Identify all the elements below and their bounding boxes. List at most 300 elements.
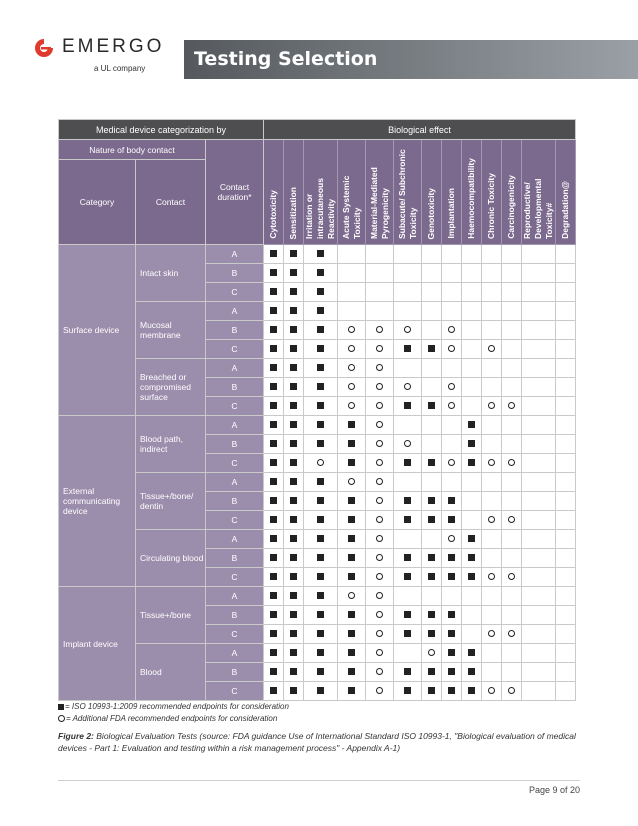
effect-cell (442, 663, 462, 682)
fda-endpoint-circle-icon (488, 516, 495, 523)
iso-endpoint-square-icon (270, 326, 277, 333)
iso-endpoint-square-icon (270, 649, 277, 656)
fda-endpoint-circle-icon (376, 668, 383, 675)
effect-cell (442, 530, 462, 549)
effect-cell (338, 245, 366, 264)
effect-cell (304, 245, 338, 264)
effect-cell (338, 302, 366, 321)
effect-cell (442, 492, 462, 511)
effect-header (442, 140, 462, 245)
effect-cell (338, 283, 366, 302)
iso-endpoint-square-icon (270, 573, 277, 580)
effect-cell (522, 492, 556, 511)
effect-cell (462, 302, 482, 321)
fda-endpoint-circle-icon (376, 535, 383, 542)
effect-header (502, 140, 522, 245)
effect-cell (502, 454, 522, 473)
effect-cell (482, 283, 502, 302)
table-row (59, 302, 576, 321)
iso-endpoint-square-icon (404, 611, 411, 618)
effect-cell (366, 283, 394, 302)
effect-cell (522, 606, 556, 625)
effect-cell (482, 568, 502, 587)
figure-caption (58, 730, 598, 754)
effect-cell (394, 568, 422, 587)
effect-cell (394, 264, 422, 283)
iso-endpoint-square-icon (270, 307, 277, 314)
effect-cell (556, 492, 576, 511)
iso-endpoint-square-icon (348, 630, 355, 637)
fda-endpoint-circle-icon (376, 459, 383, 466)
contact-cell: Circulating blood (136, 530, 206, 587)
fda-endpoint-circle-icon (376, 326, 383, 333)
fda-endpoint-circle-icon (348, 383, 355, 390)
effect-cell (462, 416, 482, 435)
effect-label: Material-Mediated Pyrogenicity (368, 167, 390, 239)
legend (58, 701, 289, 725)
effect-cell (482, 473, 502, 492)
effect-label: Cytotoxicity (268, 190, 278, 239)
effect-cell (442, 587, 462, 606)
effect-cell (264, 359, 284, 378)
effect-cell (482, 397, 502, 416)
effect-cell (264, 511, 284, 530)
effect-cell (304, 454, 338, 473)
effect-header (304, 140, 338, 245)
effect-cell (522, 644, 556, 663)
iso-endpoint-square-icon (348, 649, 355, 656)
effect-cell (462, 492, 482, 511)
effect-cell (338, 644, 366, 663)
contact-duration-header: Contact duration* (206, 140, 264, 245)
effect-cell (338, 549, 366, 568)
category-cell: Surface device (59, 245, 136, 416)
effect-cell (462, 568, 482, 587)
effect-cell (338, 397, 366, 416)
effect-cell (522, 511, 556, 530)
effect-cell (264, 606, 284, 625)
fda-endpoint-circle-icon (448, 535, 455, 542)
effect-cell (556, 264, 576, 283)
effect-cell (338, 340, 366, 359)
effect-cell (264, 454, 284, 473)
iso-endpoint-square-icon (404, 687, 411, 694)
fda-endpoint-circle-icon (376, 611, 383, 618)
effect-cell (502, 682, 522, 701)
fda-endpoint-circle-icon (508, 402, 515, 409)
fda-endpoint-circle-icon (348, 592, 355, 599)
iso-endpoint-square-icon (290, 250, 297, 257)
iso-endpoint-square-icon (448, 497, 455, 504)
effect-cell (366, 359, 394, 378)
iso-endpoint-square-icon (348, 535, 355, 542)
effect-cell (304, 663, 338, 682)
iso-endpoint-square-icon (317, 497, 324, 504)
iso-endpoint-square-icon (448, 630, 455, 637)
fda-endpoint-circle-icon (448, 459, 455, 466)
iso-endpoint-square-icon (317, 288, 324, 295)
iso-endpoint-square-icon (270, 497, 277, 504)
effect-cell (482, 549, 502, 568)
effect-cell (394, 492, 422, 511)
contact-cell: Tissue+/bone/ dentin (136, 473, 206, 530)
iso-endpoint-square-icon (270, 687, 277, 694)
title-bar (184, 40, 638, 79)
contact-header: Contact (136, 160, 206, 245)
effect-cell (366, 302, 394, 321)
effect-cell (394, 625, 422, 644)
effect-cell (338, 625, 366, 644)
effect-cell (556, 283, 576, 302)
category-cell: Implant device (59, 587, 136, 701)
effect-cell (284, 530, 304, 549)
effect-cell (442, 473, 462, 492)
effect-cell (394, 416, 422, 435)
effect-cell (338, 359, 366, 378)
effect-cell (442, 435, 462, 454)
iso-endpoint-square-icon (317, 421, 324, 428)
iso-endpoint-square-icon (290, 326, 297, 333)
effect-cell (522, 264, 556, 283)
effect-cell (304, 606, 338, 625)
iso-endpoint-square-icon (290, 269, 297, 276)
effect-cell (556, 435, 576, 454)
effect-cell (522, 397, 556, 416)
fda-endpoint-circle-icon (404, 326, 411, 333)
effect-cell (304, 682, 338, 701)
effect-cell (284, 663, 304, 682)
iso-endpoint-square-icon (270, 402, 277, 409)
category-cell: External communicating device (59, 416, 136, 587)
emergo-logo-mark-icon (34, 38, 54, 58)
filled-square-icon (58, 704, 64, 710)
iso-endpoint-square-icon (290, 516, 297, 523)
iso-endpoint-square-icon (317, 345, 324, 352)
iso-endpoint-square-icon (317, 535, 324, 542)
effect-cell (394, 587, 422, 606)
iso-endpoint-square-icon (428, 497, 435, 504)
fda-endpoint-circle-icon (488, 459, 495, 466)
iso-endpoint-square-icon (317, 402, 324, 409)
iso-endpoint-square-icon (317, 326, 324, 333)
iso-endpoint-square-icon (348, 440, 355, 447)
effect-cell (482, 416, 502, 435)
fda-endpoint-circle-icon (376, 421, 383, 428)
duration-cell: B (206, 663, 264, 682)
iso-endpoint-square-icon (290, 383, 297, 390)
effect-cell (462, 663, 482, 682)
iso-endpoint-square-icon (428, 402, 435, 409)
effect-cell (502, 568, 522, 587)
effect-cell (442, 416, 462, 435)
effect-label: Degradation@ (560, 181, 570, 239)
effect-cell (422, 321, 442, 340)
effect-cell (394, 321, 422, 340)
effect-cell (502, 416, 522, 435)
iso-endpoint-square-icon (270, 250, 277, 257)
effect-cell (284, 682, 304, 701)
iso-endpoint-square-icon (317, 383, 324, 390)
effect-cell (522, 587, 556, 606)
iso-endpoint-square-icon (448, 611, 455, 618)
legend-square-text: = ISO 10993-1:2009 recommended endpoints for consideration (65, 702, 289, 711)
iso-endpoint-square-icon (468, 687, 475, 694)
effect-cell (264, 321, 284, 340)
effect-cell (264, 587, 284, 606)
effect-cell (338, 473, 366, 492)
duration-cell: B (206, 321, 264, 340)
effect-header (462, 140, 482, 245)
effect-cell (304, 416, 338, 435)
effect-cell (394, 454, 422, 473)
fda-endpoint-circle-icon (488, 573, 495, 580)
fda-endpoint-circle-icon (376, 345, 383, 352)
effect-cell (522, 359, 556, 378)
effect-cell (366, 625, 394, 644)
iso-endpoint-square-icon (270, 630, 277, 637)
effect-cell (338, 435, 366, 454)
effect-header (338, 140, 366, 245)
legend-square-item (58, 701, 289, 713)
effect-cell (556, 378, 576, 397)
table-row (59, 416, 576, 435)
fda-endpoint-circle-icon (508, 459, 515, 466)
effect-cell (304, 644, 338, 663)
effect-cell (394, 378, 422, 397)
fda-endpoint-circle-icon (376, 630, 383, 637)
effect-cell (284, 245, 304, 264)
effect-cell (366, 511, 394, 530)
iso-endpoint-square-icon (348, 573, 355, 580)
effect-header (394, 140, 422, 245)
effect-cell (442, 302, 462, 321)
effect-cell (442, 264, 462, 283)
effect-cell (502, 321, 522, 340)
effect-cell (304, 435, 338, 454)
effect-cell (522, 340, 556, 359)
effect-cell (522, 663, 556, 682)
effect-cell (394, 682, 422, 701)
iso-endpoint-square-icon (404, 573, 411, 580)
effect-cell (264, 416, 284, 435)
effect-cell (522, 454, 556, 473)
effect-cell (394, 245, 422, 264)
iso-endpoint-square-icon (348, 668, 355, 675)
effect-cell (422, 397, 442, 416)
effect-cell (462, 549, 482, 568)
iso-endpoint-square-icon (270, 554, 277, 561)
biological-effect-table (58, 119, 576, 701)
effect-cell (502, 587, 522, 606)
effect-cell (304, 302, 338, 321)
effect-cell (522, 625, 556, 644)
effect-cell (522, 682, 556, 701)
effect-cell (522, 473, 556, 492)
effect-cell (422, 625, 442, 644)
effect-cell (442, 397, 462, 416)
iso-endpoint-square-icon (428, 573, 435, 580)
fda-endpoint-circle-icon (448, 383, 455, 390)
duration-cell: A (206, 416, 264, 435)
effect-cell (462, 321, 482, 340)
effect-cell (264, 568, 284, 587)
effect-cell (338, 587, 366, 606)
contact-cell: Blood path, indirect (136, 416, 206, 473)
iso-endpoint-square-icon (468, 554, 475, 561)
effect-cell (442, 283, 462, 302)
iso-endpoint-square-icon (404, 516, 411, 523)
effect-cell (366, 530, 394, 549)
fda-endpoint-circle-icon (376, 592, 383, 599)
iso-endpoint-square-icon (468, 459, 475, 466)
duration-cell: B (206, 378, 264, 397)
iso-endpoint-square-icon (404, 345, 411, 352)
effect-cell (556, 587, 576, 606)
iso-endpoint-square-icon (270, 668, 277, 675)
effect-cell (482, 625, 502, 644)
effect-cell (422, 606, 442, 625)
effect-cell (442, 625, 462, 644)
effect-cell (338, 530, 366, 549)
fda-endpoint-circle-icon (376, 649, 383, 656)
iso-endpoint-square-icon (290, 535, 297, 542)
iso-endpoint-square-icon (428, 554, 435, 561)
duration-cell: A (206, 473, 264, 492)
effect-cell (264, 378, 284, 397)
effect-cell (394, 644, 422, 663)
iso-endpoint-square-icon (270, 345, 277, 352)
effect-cell (442, 359, 462, 378)
iso-endpoint-square-icon (317, 307, 324, 314)
effect-cell (264, 682, 284, 701)
fda-endpoint-circle-icon (348, 326, 355, 333)
effect-cell (502, 511, 522, 530)
iso-endpoint-square-icon (468, 440, 475, 447)
effect-cell (394, 435, 422, 454)
fda-endpoint-circle-icon (448, 326, 455, 333)
iso-endpoint-square-icon (448, 668, 455, 675)
effect-header (422, 140, 442, 245)
iso-endpoint-square-icon (348, 687, 355, 694)
iso-endpoint-square-icon (404, 459, 411, 466)
duration-cell: A (206, 644, 264, 663)
effect-cell (394, 397, 422, 416)
effect-cell (284, 473, 304, 492)
effect-cell (264, 663, 284, 682)
fda-endpoint-circle-icon (348, 364, 355, 371)
effect-cell (482, 511, 502, 530)
iso-endpoint-square-icon (270, 288, 277, 295)
effect-cell (462, 606, 482, 625)
effect-cell (366, 264, 394, 283)
effect-cell (284, 397, 304, 416)
contact-cell: Tissue+/bone (136, 587, 206, 644)
effect-cell (284, 321, 304, 340)
effect-cell (304, 359, 338, 378)
effect-cell (366, 663, 394, 682)
iso-endpoint-square-icon (448, 516, 455, 523)
fda-endpoint-circle-icon (448, 345, 455, 352)
duration-cell: C (206, 568, 264, 587)
effect-cell (284, 625, 304, 644)
effect-cell (366, 473, 394, 492)
duration-cell: B (206, 549, 264, 568)
effect-cell (366, 397, 394, 416)
iso-endpoint-square-icon (404, 630, 411, 637)
duration-cell: A (206, 587, 264, 606)
nature-of-contact-header: Nature of body contact (59, 140, 206, 160)
effect-cell (502, 625, 522, 644)
effect-cell (304, 492, 338, 511)
iso-endpoint-square-icon (468, 421, 475, 428)
effect-cell (482, 321, 502, 340)
iso-endpoint-square-icon (290, 668, 297, 675)
effect-cell (366, 321, 394, 340)
effect-cell (442, 511, 462, 530)
effect-cell (442, 454, 462, 473)
figure-caption-text: Biological Evaluation Tests (source: FDA guidance Use of International Standard ISO 10993-1, "Biological evaluation of medical devices - Part 1: Evaluation and testing within a risk management process" - Appendix A-1) (58, 731, 576, 753)
table-row (59, 644, 576, 663)
effect-cell (556, 606, 576, 625)
effect-cell (462, 264, 482, 283)
effect-cell (264, 625, 284, 644)
figure-label: Figure 2: (58, 731, 94, 741)
iso-endpoint-square-icon (270, 535, 277, 542)
iso-endpoint-square-icon (290, 554, 297, 561)
effect-cell (502, 473, 522, 492)
effect-cell (522, 530, 556, 549)
effect-header (264, 140, 284, 245)
iso-endpoint-square-icon (290, 421, 297, 428)
effect-cell (482, 378, 502, 397)
contact-cell: Breached or compromised surface (136, 359, 206, 416)
iso-endpoint-square-icon (348, 421, 355, 428)
iso-endpoint-square-icon (317, 478, 324, 485)
effect-cell (284, 416, 304, 435)
effect-cell (284, 435, 304, 454)
effect-cell (394, 511, 422, 530)
effect-cell (482, 606, 502, 625)
iso-endpoint-square-icon (317, 649, 324, 656)
iso-endpoint-square-icon (317, 611, 324, 618)
page-number: Page 9 of 20 (528, 785, 580, 795)
effect-cell (442, 568, 462, 587)
effect-cell (304, 264, 338, 283)
iso-endpoint-square-icon (317, 516, 324, 523)
fda-endpoint-circle-icon (508, 573, 515, 580)
effect-cell (284, 340, 304, 359)
page-title: Testing Selection (194, 48, 378, 70)
effect-cell (284, 587, 304, 606)
iso-endpoint-square-icon (290, 649, 297, 656)
effect-cell (304, 549, 338, 568)
effect-cell (304, 587, 338, 606)
effect-cell (462, 397, 482, 416)
effect-cell (462, 378, 482, 397)
contact-cell: Blood (136, 644, 206, 701)
effect-cell (422, 492, 442, 511)
duration-cell: C (206, 625, 264, 644)
effect-cell (304, 340, 338, 359)
effect-cell (284, 568, 304, 587)
effect-cell (462, 359, 482, 378)
iso-endpoint-square-icon (290, 478, 297, 485)
effect-cell (338, 416, 366, 435)
iso-endpoint-square-icon (290, 687, 297, 694)
iso-endpoint-square-icon (270, 611, 277, 618)
effect-cell (338, 321, 366, 340)
effect-cell (366, 492, 394, 511)
